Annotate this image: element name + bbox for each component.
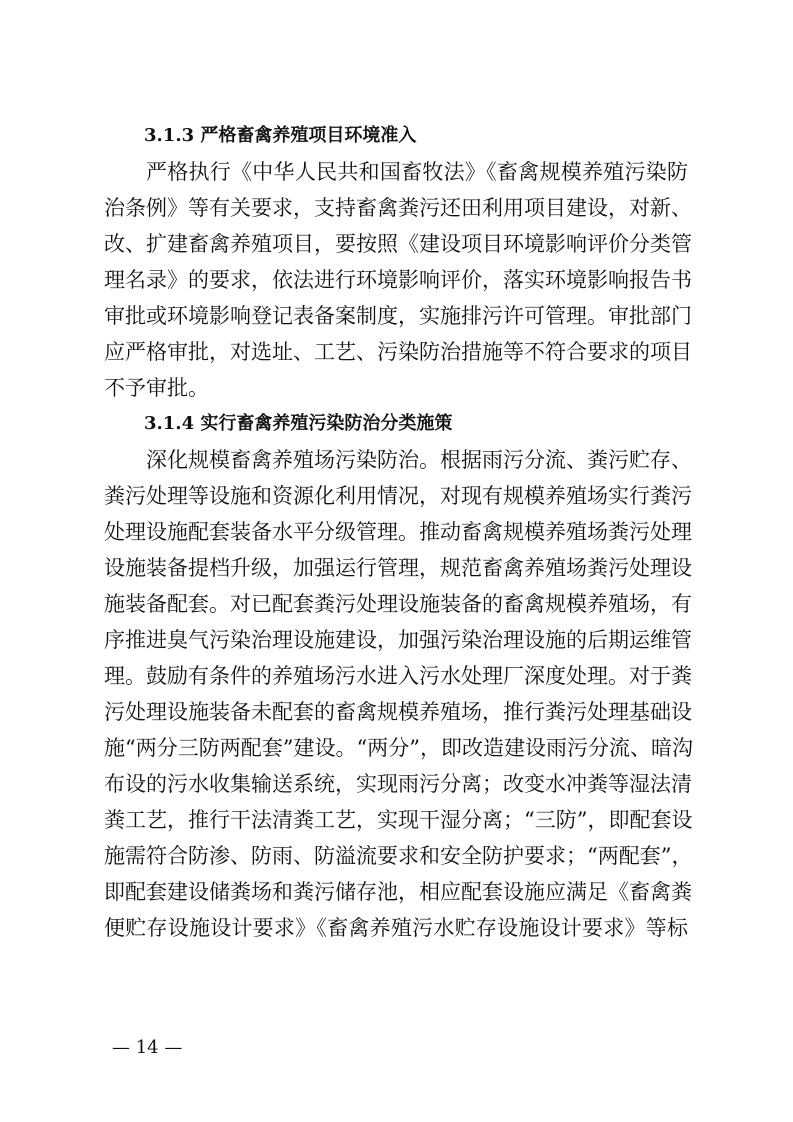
paragraph-3-1-4 xyxy=(104,442,693,946)
text-line: 改、扩建畜禽养殖项目，要按照《建设项目环境影响评价分类管 xyxy=(104,232,692,256)
text-line: 设施装备提档升级，加强运行管理，规范畜禽养殖场粪污处理设 xyxy=(104,556,692,580)
text-line: 理。鼓励有条件的养殖场污水进入污水处理厂深度处理。对于粪 xyxy=(104,664,692,688)
text-line: 应严格审批，对选址、工艺、污染防治措施等不符合要求的项目 xyxy=(104,340,692,364)
text-line: 施“两分三防两配套”建设。“两分”，即改造建设雨污分流、暗沟 xyxy=(104,736,693,760)
text-line: 施装备配套。对已配套粪污处理设施装备的畜禽规模养殖场，有 xyxy=(104,592,692,616)
text-line: 布设的污水收集输送系统，实现雨污分离；改变水冲粪等湿法清 xyxy=(104,772,692,796)
section-heading-3-1-3: 3.1.3 严格畜禽养殖项目环境准入 xyxy=(144,125,417,146)
text-line: 不予审批。 xyxy=(104,376,209,400)
page-number: — 14 — xyxy=(112,1037,183,1058)
section-heading-3-1-4: 3.1.4 实行畜禽养殖污染防治分类施策 xyxy=(144,413,453,434)
text-line: 严格执行《中华人民共和国畜牧法》《畜禽规模养殖污染防 xyxy=(146,160,688,184)
paragraph-3-1-3 xyxy=(104,154,692,406)
text-line: 施需符合防渗、防雨、防溢流要求和安全防护要求；“两配套”， xyxy=(104,844,693,868)
text-line: 深化规模畜禽养殖场污染防治。根据雨污分流、粪污贮存、 xyxy=(146,448,692,472)
text-line: 审批或环境影响登记表备案制度，实施排污许可管理。审批部门 xyxy=(104,304,692,328)
text-line: 粪污处理等设施和资源化利用情况，对现有规模养殖场实行粪污 xyxy=(104,484,692,508)
text-line: 即配套建设储粪场和粪污储存池，相应配套设施应满足《畜禽粪 xyxy=(104,880,692,904)
text-line: 理名录》的要求，依法进行环境影响评价，落实环境影响报告书 xyxy=(104,268,692,292)
text-line: 便贮存设施设计要求》《畜禽养殖污水贮存设施设计要求》等标 xyxy=(104,916,688,940)
text-line: 序推进臭气污染治理设施建设，加强污染治理设施的后期运维管 xyxy=(104,628,692,652)
text-line: 污处理设施装备未配套的畜禽规模养殖场，推行粪污处理基础设 xyxy=(104,700,692,724)
text-line: 治条例》等有关要求，支持畜禽粪污还田利用项目建设，对新、 xyxy=(104,196,692,220)
page-content xyxy=(104,118,693,946)
text-line: 处理设施配套装备水平分级管理。推动畜禽规模养殖场粪污处理 xyxy=(104,520,692,544)
text-line: 粪工艺，推行干法清粪工艺，实现干湿分离；“三防”，即配套设 xyxy=(104,808,693,832)
